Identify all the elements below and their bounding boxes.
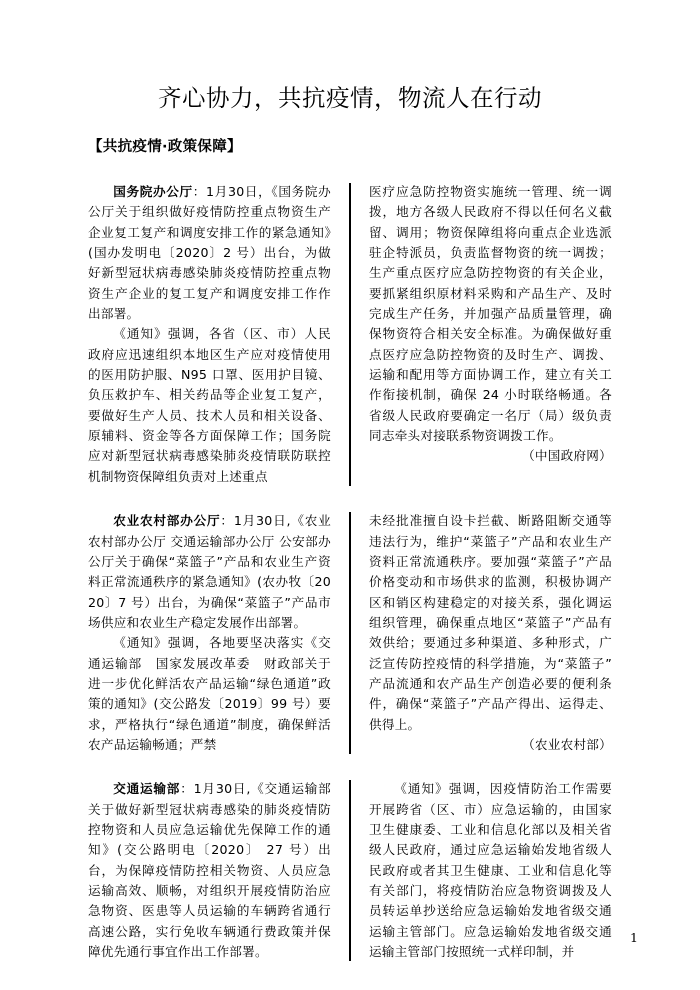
article-paragraph: 《通知》强调，各地要坚决落实《交通运输部 国家发展改革委 财政部关于进一步优化鲜活农产品运输“绿色通道”政策的通知》(交公路发〔2019〕99 号）要求，严格执行“绿色通道”制度，确保鲜活农产品运输畅通；严禁 xyxy=(88,635,331,752)
article-paragraph: 农业农村部办公厅：1月30日,《农业农村部办公厅 交通运输部办公厅 公安部办公厅关于确保“菜篮子”产品和农业生产资料正常流通秩序的紧急通知》(农办牧〔2020〕7 号）出台，为确保“菜篮子”产品市场供应和农业生产稳定发展作出部署。 xyxy=(88,513,331,630)
page-title: 齐心协力，共抗疫情，物流人在行动 xyxy=(158,84,542,112)
article-column-left xyxy=(88,182,331,487)
section-header: 【共抗疫情·政策保障】 xyxy=(88,139,242,155)
article-lead-label: 国务院办公厅 xyxy=(113,184,193,199)
article-paragraph: 《通知》强调，因疫情防治工作需要开展跨省（区、市）应急运输的，由国家卫生健康委、工业和信息化部以及相关省级人民政府，通过应急运输始发地省级人民政府或者其卫生健康、工业和信息化等有关部门，将疫情防治应急物资调拨及人员转运单抄送给应急运输始发地省级交通运输主管部门。应急运输始发地省级交通运输主管部门按照统一式样印制，并 xyxy=(369,781,612,960)
article-column-right xyxy=(369,779,612,962)
article-column-right xyxy=(369,182,612,487)
article-column-left xyxy=(88,511,331,755)
article-block xyxy=(88,511,612,755)
article-block xyxy=(88,182,612,487)
article-block xyxy=(88,779,612,962)
article-paragraph: 交通运输部：1月30日,《交通运输部关于做好新型冠状病毒感染的肺炎疫情防控物资和人员应急运输优先保障工作的通知》(交公路明电〔2020〕 27 号）出台，为保障疫情防控相关物资、人员应急运输高效、顺畅，对组织开展疫情防治应急物资、医患等人员运输的车辆跨省通行高速公路，实行免收车辆通行费政策并保障优先通行事宜作出工作部署。 xyxy=(88,781,331,960)
page-number: 1 xyxy=(630,929,638,945)
column-divider xyxy=(331,779,369,962)
article-source: （农业农村部） xyxy=(522,736,612,752)
article-lead-label: 交通运输部 xyxy=(113,781,181,797)
column-divider xyxy=(331,182,369,487)
article-paragraph: 未经批准擅自设卡拦截、断路阻断交通等违法行为，维护“菜篮子”产品和农业生产资料正常流通秩序。要加强“菜篮子”产品价格变动和市场供求的监测，积极协调产区和销区构建稳定的对接关系，强化调运组织管理，确保重点地区“菜篮子”产品有效供给；要通过多种渠道、多种形式，广泛宣传防控疫情的科学措施，为“菜篮子”产品流通和农产品生产创造必要的便利条件，确保“菜篮子”产品产得出、运得走、供得上。 xyxy=(369,513,612,732)
article-column-right xyxy=(369,511,612,755)
article-source: （中国政府网） xyxy=(522,448,612,464)
article-paragraph: 医疗应急防控物资实施统一管理、统一调拨，地方各级人民政府不得以任何名义截留、调用；物资保障组将向重点企业选派驻企特派员，负责监督物资的统一调拨；生产重点医疗应急防控物资的有关企业，要抓紧组织原材料采购和产品生产、及时完成生产任务，并加强产品质量管理，确保物资符合相关安全标准。为确保做好重点医疗应急防控物资的及时生产、调拨、运输和配用等方面协调工作，建立有关工作衔接机制，确保 24 小时联络畅通。各省级人民政府要确定一名厅（局）级负责同志牵头对接联系物资调拨工作。 xyxy=(369,184,612,444)
article-paragraph: 《通知》强调，各省（区、市）人民政府应迅速组织本地区生产应对疫情使用的医用防护服、N95 口罩、医用护目镜、负压救护车、相关药品等企业复工复产，要做好生产人员、技术人员和相关设备、原辅料、资金等各方面保障工作；国务院应对新型冠状病毒感染肺炎疫情联防联控机制物资保障组负责对上述重点 xyxy=(88,326,331,484)
article-list xyxy=(88,182,612,962)
article-lead-label: 农业农村部办公厅 xyxy=(113,513,221,529)
article-column-left xyxy=(88,779,331,962)
article-paragraph: 国务院办公厅：1月30日，《国务院办公厅关于组织做好疫情防控重点物资生产企业复工复产和调度安排工作的紧急通知》(国办发明电〔2020〕2 号）出台，为做好新型冠状病毒感染肺炎疫情防控重点物资生产企业的复工复产和调度安排工作作出部署。 xyxy=(88,184,331,322)
column-divider xyxy=(331,511,369,755)
